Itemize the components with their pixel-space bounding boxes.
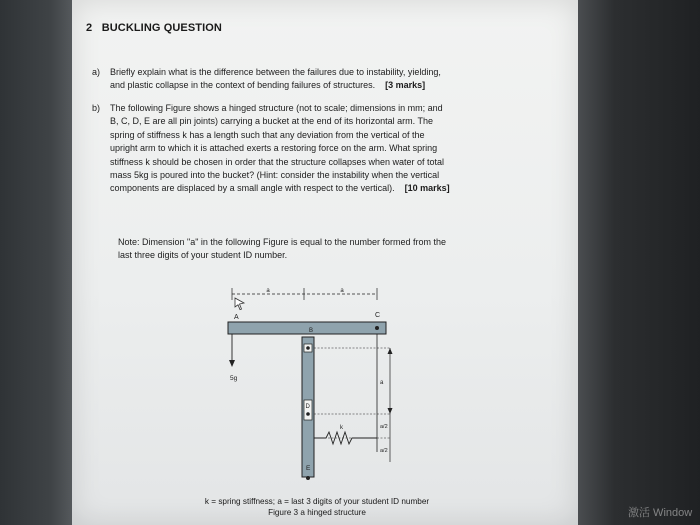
label-D: D xyxy=(305,404,310,410)
dim-arrow-top-icon xyxy=(388,348,393,354)
question-b-line-5: stiffness k should be chosen in order that the structure collapses when water of total xyxy=(110,156,445,167)
question-b-label: b) xyxy=(92,103,101,113)
joint-D xyxy=(306,412,310,416)
question-a-line-2-wrap xyxy=(110,79,512,92)
question-a-marks: [3 marks] xyxy=(385,80,426,91)
question-b-line-7-wrap xyxy=(110,182,512,195)
label-E: E xyxy=(306,465,311,472)
question-b-line-6: mass 5kg is poured into the bucket? (Hint: consider the instability when the vertical xyxy=(110,170,440,181)
question-b-line-1: The following Figure shows a hinged structure (not to scale; dimensions in mm; and xyxy=(110,103,443,113)
question-b-line-2: B, C, D, E are all pin joints) carrying a bucket at the end of its horizontal arm. The xyxy=(110,116,433,127)
figure-caption xyxy=(172,496,462,518)
label-B: B xyxy=(309,328,314,334)
dim-label-top-right: a xyxy=(340,288,344,294)
dim-label-right: a xyxy=(380,380,384,386)
note-line-2: last three digits of your student ID number. xyxy=(118,250,288,261)
dim-label-half-upper: a/2 xyxy=(380,424,388,430)
dim-label-top-left: a xyxy=(266,288,270,294)
question-b-line-3: spring of stiffness k has a length such that any deviation from the vertical of the xyxy=(110,129,425,140)
question-b xyxy=(92,102,512,196)
left-background xyxy=(0,0,72,525)
right-background xyxy=(578,0,700,525)
caption-line-2: Figure 3 a hinged structure xyxy=(268,508,366,517)
question-a-line-2: and plastic collapse in the context of bending failures of structures. xyxy=(110,80,376,91)
note-line-1: Note: Dimension "a" in the following Figure is equal to the number formed from the xyxy=(118,237,447,247)
load-label: 5g xyxy=(230,375,238,382)
caption-line-1: k = spring stiffness; a = last 3 digits of your student ID number xyxy=(204,497,430,506)
section-title: BUCKLING QUESTION xyxy=(101,22,222,34)
joint-C xyxy=(375,326,379,330)
question-a-line-1: Briefly explain what is the difference between the failures due to instability, yielding, xyxy=(110,67,441,77)
label-C: C xyxy=(375,312,381,319)
question-b-marks: [10 marks] xyxy=(404,183,450,194)
question-a-label: a) xyxy=(92,67,101,77)
activation-watermark: 激活 Window xyxy=(628,507,693,519)
hinged-structure-figure xyxy=(222,282,402,488)
label-A: A xyxy=(234,314,239,321)
section-heading xyxy=(86,22,222,34)
load-arrow-icon xyxy=(229,360,235,367)
note xyxy=(118,236,508,263)
joint-D-box xyxy=(304,400,312,420)
joint-B xyxy=(306,346,310,350)
document-page xyxy=(72,0,578,525)
question-b-line-4: upright arm to which it is attached exerts a restoring force on the arm. What spring xyxy=(110,143,438,154)
label-k: k xyxy=(340,425,343,431)
section-number: 2 xyxy=(86,22,93,34)
horizontal-beam xyxy=(228,322,386,334)
dim-arrow-D-icon xyxy=(388,408,393,414)
joint-E xyxy=(306,476,310,480)
question-b-line-7: components are displaced by a small angle with respect to the vertical). xyxy=(110,183,395,194)
dim-label-half-lower: a/2 xyxy=(380,448,388,454)
question-a xyxy=(92,66,512,93)
